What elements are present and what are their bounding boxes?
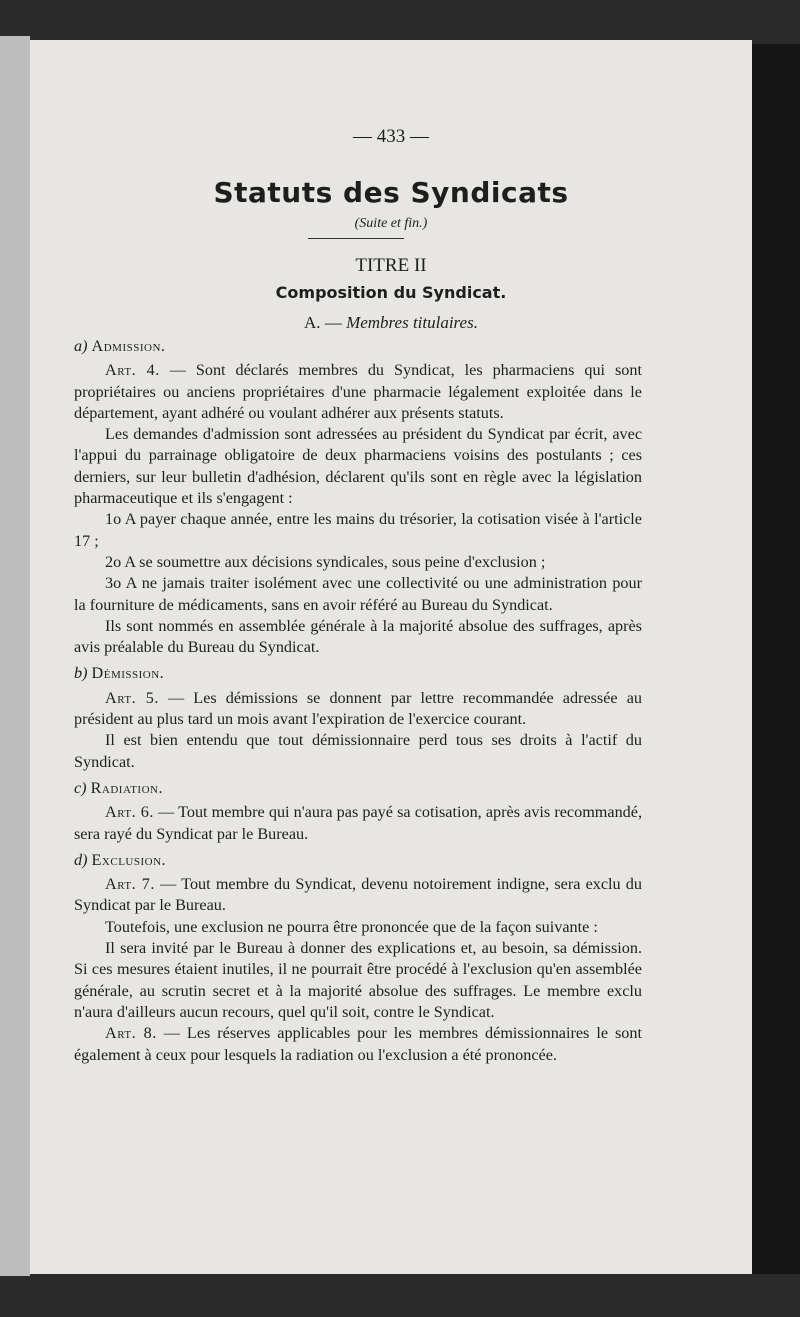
article-4: Art. 4. — Sont déclarés membres du Syndicat, les pharmaciens qui sont propriétaires ou anciens propriétaires d'une pharmacie légalement exploitée dans le département, ayant adhéré ou voulant adhérer aux présents statuts. bbox=[74, 361, 642, 422]
article-7: Art. 7. — Tout membre du Syndicat, devenu notoirement indigne, sera exclu du Syndicat par le Bureau. bbox=[74, 875, 642, 915]
book-edge bbox=[752, 44, 800, 1274]
section-admission: a) Admission. bbox=[74, 337, 166, 355]
section-demission: b) Démission. bbox=[74, 664, 165, 683]
section-exclusion: d) Exclusion. bbox=[74, 850, 167, 869]
article-4-paragraph: Ils sont nommés en assemblée générale à la majorité absolue des suffrages, après avis préalable du Bureau du Syndicat. bbox=[74, 616, 642, 657]
article-4-paragraph: Les demandes d'admission sont adressées au président du Syndicat par écrit, avec l'appui du parrainage obligatoire de deux pharmaciens voisins des postulants ; ces derniers, sur leur bulletin d'adhésion, déclarent qu'ils sont en règle avec la législation pharmaceutique et ils s'engagent : bbox=[74, 425, 642, 508]
titre-heading: TITRE II bbox=[355, 255, 427, 276]
article-7-paragraph: Toutefois, une exclusion ne pourra être prononcée que de la façon suivante : bbox=[105, 917, 598, 936]
section-heading: Composition du Syndicat. bbox=[275, 283, 507, 302]
subsection-title: Membres titulaires. bbox=[346, 313, 478, 332]
article-4-item: 3o A ne jamais traiter isolément avec une collectivité ou une administration pour la fourniture de médicaments, sans en avoir référé au Bureau du Syndicat. bbox=[74, 574, 642, 614]
article-4-item: 1o A payer chaque année, entre les mains du trésorier, la cotisation visée à l'article 17 ; bbox=[74, 510, 642, 550]
page-number: — 433 — bbox=[353, 126, 429, 147]
page-subtitle: (Suite et fin.) bbox=[354, 216, 428, 231]
article-8: Art. 8. — Les réserves applicables pour les membres démissionnaires le sont également à ceux pour lesquels la radiation ou l'exclusion a été prononcée. bbox=[74, 1024, 642, 1064]
subsection-prefix: A. — bbox=[304, 313, 347, 332]
document-body bbox=[74, 336, 642, 1066]
article-5: Art. 5. — Les démissions se donnent par lettre recommandée adressée au président au plus tard un mois avant l'expiration de l'exercice courant. bbox=[74, 688, 642, 729]
subsection-heading bbox=[30, 313, 752, 333]
article-4-item: 2o A se soumettre aux décisions syndicales, sous peine d'exclusion ; bbox=[105, 552, 546, 571]
article-5-paragraph: Il est bien entendu que tout démissionnaire perd tous ses droits à l'actif du Syndicat. bbox=[74, 731, 642, 771]
article-7-paragraph: Il sera invité par le Bureau à donner des explications et, au besoin, sa démission. Si ces mesures étaient inutiles, il ne pourrait être procédé à l'exclusion qu'en assemblée générale, au scrutin secret et à la majorité absolue des suffrages. Le membre exclu n'aura d'ailleurs aucun recours, quel qu'il soit, contre le Syndicat. bbox=[74, 939, 642, 1021]
adjacent-page-edge bbox=[0, 36, 30, 1276]
section-radiation: c) Radiation. bbox=[74, 778, 164, 797]
article-6: Art. 6. — Tout membre qui n'aura pas payé sa cotisation, après avis recommandé, sera rayé du Syndicat par le Bureau. bbox=[74, 803, 642, 843]
title-rule bbox=[308, 238, 404, 239]
document-page bbox=[30, 40, 752, 1274]
page-title: Statuts des Syndicats bbox=[213, 176, 569, 209]
